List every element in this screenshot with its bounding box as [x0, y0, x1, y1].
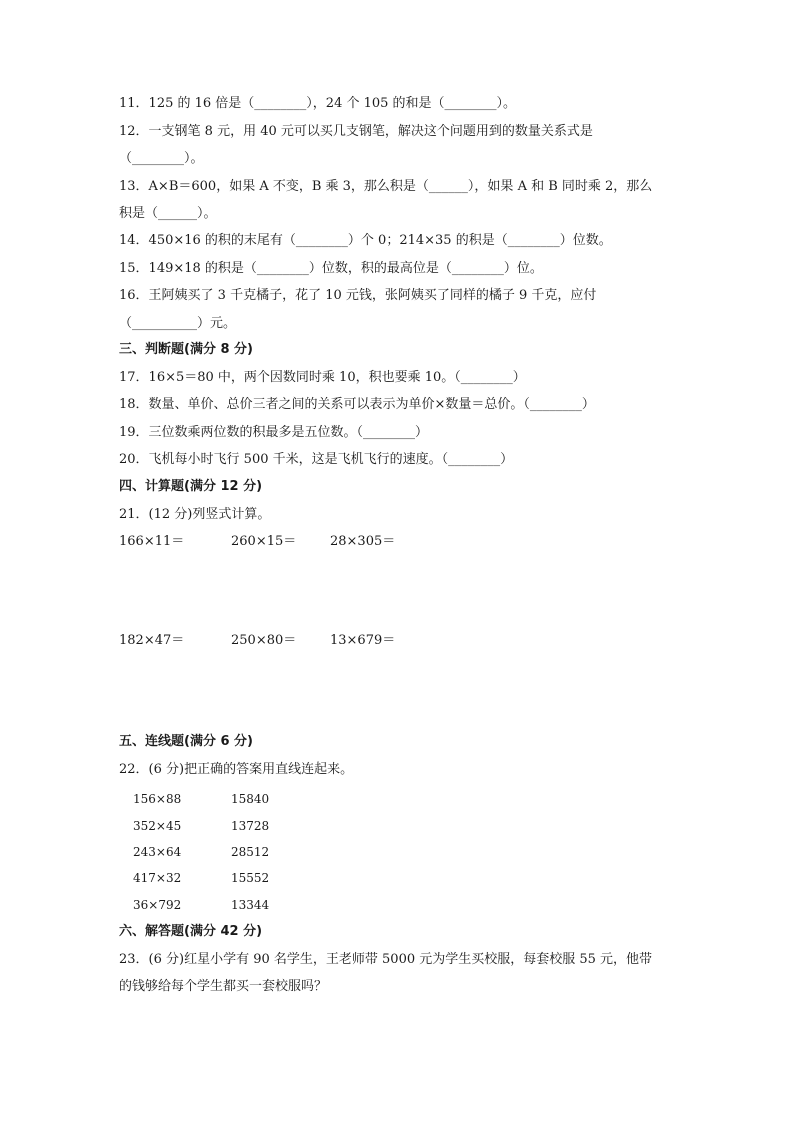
calc-expression: 28×305＝: [330, 534, 396, 549]
calc-expression: 166×11＝: [119, 534, 185, 549]
question-line: 16．王阿姨买了 3 千克橘子，花了 10 元钱，张阿姨买了同样的橘子 9 千克，应付: [119, 288, 597, 303]
question-21: 21．(12 分)列竖式计算。: [119, 507, 271, 522]
question-line: 14．450×16 的积的末尾有（________）个 0；214×35 的积是（________）位数。: [119, 233, 612, 248]
question-22: 22．(6 分)把正确的答案用直线连起来。: [119, 762, 354, 777]
match-right-item: 13728: [231, 819, 270, 833]
question-line: 积是（______）。: [119, 206, 217, 221]
section-3-title: 三、判断题(满分 8 分): [119, 342, 253, 357]
question-17: 17．16×5＝80 中，两个因数同时乘 10，积也要乘 10。（________）: [119, 370, 526, 385]
question-line: 11．125 的 16 倍是（________），24 个 105 的和是（________）。: [119, 96, 517, 111]
question-23-line: 23．(6 分)红星小学有 90 名学生，王老师带 5000 元为学生买校服，每套校服 55 元，他带: [119, 952, 653, 967]
question-line: 13．A×B＝600，如果 A 不变，B 乘 3，那么积是（______），如果 A 和 B 同时乘 2，那么: [119, 179, 653, 194]
match-right-item: 15840: [231, 792, 270, 806]
question-line: 12．一支钢笔 8 元，用 40 元可以买几支钢笔，解决这个问题用到的数量关系式是: [119, 124, 593, 139]
match-left-item: 243×64: [133, 845, 182, 859]
match-right-item: 15552: [231, 871, 270, 885]
match-left-item: 36×792: [133, 898, 182, 912]
calc-expression: 250×80＝: [231, 633, 297, 648]
question-20: 20．飞机每小时飞行 500 千米，这是飞机飞行的速度。（________）: [119, 452, 514, 467]
match-left-item: 352×45: [133, 819, 182, 833]
match-right-item: 13344: [231, 898, 270, 912]
match-left-item: 156×88: [133, 792, 182, 806]
calc-expression: 13×679＝: [330, 633, 396, 648]
question-line: （__________）元。: [119, 316, 237, 331]
calc-expression: 260×15＝: [231, 534, 297, 549]
calc-expression: 182×47＝: [119, 633, 185, 648]
question-line: （________）。: [119, 151, 204, 166]
section-6-title: 六、解答题(满分 42 分): [119, 924, 263, 939]
section-5-title: 五、连线题(满分 6 分): [119, 734, 253, 749]
section-4-title: 四、计算题(满分 12 分): [119, 479, 263, 494]
question-19: 19．三位数乘两位数的积最多是五位数。（________）: [119, 425, 429, 440]
question-18: 18．数量、单价、总价三者之间的关系可以表示为单价×数量＝总价。（________）: [119, 397, 595, 412]
question-line: 15．149×18 的积是（________）位数，积的最高位是（________）位。: [119, 261, 543, 276]
match-left-item: 417×32: [133, 871, 182, 885]
match-right-item: 28512: [231, 845, 270, 859]
question-23-line: 的钱够给每个学生都买一套校服吗？: [119, 979, 328, 994]
